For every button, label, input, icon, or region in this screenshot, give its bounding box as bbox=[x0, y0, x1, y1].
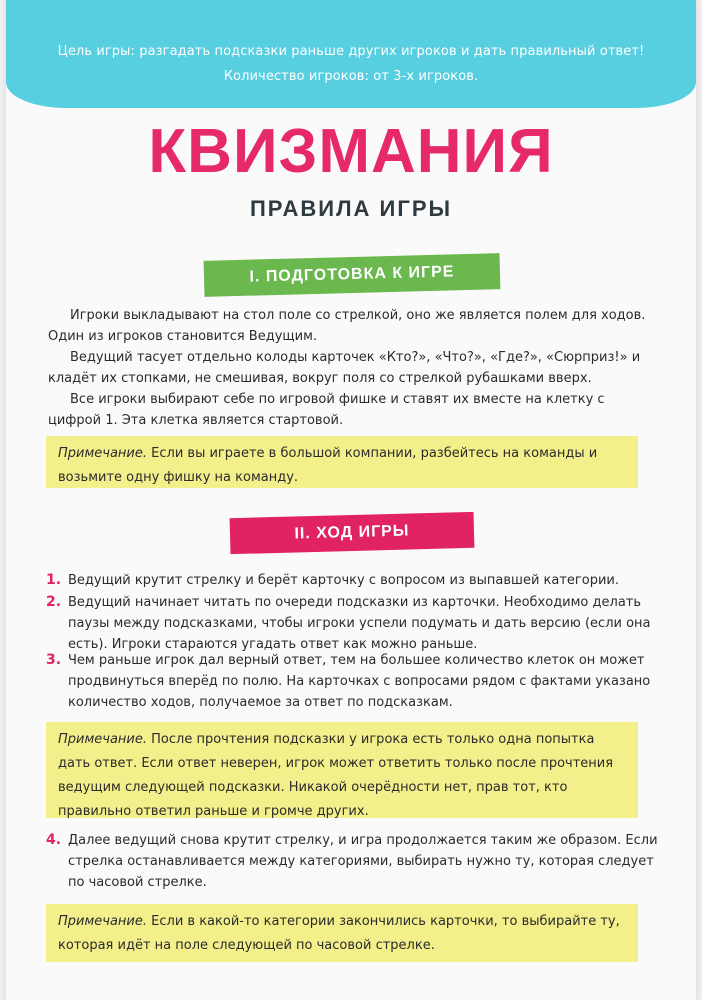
section-heading-gameplay: II. ХОД ИГРЫ bbox=[230, 512, 475, 554]
note-label: Примечание. bbox=[58, 914, 148, 929]
item-text: Чем раньше игрок дал верный ответ, тем на большее количество клеток он может продвинуться вперёд по полю. На карточках с вопросами рядом с фактами указано количество ходов, получаемое за ответ по подсказкам. bbox=[68, 653, 651, 710]
item-number: 3. bbox=[46, 652, 62, 668]
note-text: Если вы играете в большой компании, разбейтесь на команды и возьмите одну фишку на команду. bbox=[58, 446, 598, 485]
paragraph: Игроки выкладывают на стол поле со стрелкой, оно же является полем для ходов. Один из игроков становится Ведущим. bbox=[48, 308, 646, 344]
note-answer-rules bbox=[46, 722, 638, 818]
preparation-text bbox=[48, 305, 648, 431]
section-heading-preparation: I. ПОДГОТОВКА К ИГРЕ bbox=[204, 253, 501, 297]
note-label: Примечание. bbox=[58, 732, 148, 747]
note-label: Примечание. bbox=[58, 446, 148, 461]
item-number: 4. bbox=[46, 832, 62, 848]
header-band bbox=[6, 0, 696, 108]
list-item bbox=[46, 592, 658, 655]
item-number: 2. bbox=[46, 594, 62, 610]
game-title: КВИЗМАНИЯ bbox=[148, 117, 554, 186]
item-text: Ведущий начинает читать по очереди подсказки из карточки. Необходимо делать паузы между подсказками, чтобы игроки успели подумать и дать версию (если она есть). Игроки стараются угадать ответ как можно раньше. bbox=[68, 595, 651, 652]
list-item bbox=[46, 570, 658, 591]
note-teams bbox=[46, 436, 638, 488]
rules-sheet bbox=[6, 0, 696, 1000]
item-number: 1. bbox=[46, 572, 62, 588]
list-item bbox=[46, 650, 658, 713]
paragraph: Ведущий тасует отдельно колоды карточек «Кто?», «Что?», «Где?», «Сюрприз!» и кладёт их стопками, не смешивая, вокруг поля со стрелкой рубашками вверх. bbox=[48, 350, 641, 386]
note-text: После прочтения подсказки у игрока есть только одна попытка дать ответ. Если ответ неверен, игрок может ответить только после прочтения ведущим следующей подсказки. Никакой очерёдности нет, прав тот, кто правильно ответил раньше и громче других. bbox=[58, 732, 614, 819]
list-item bbox=[46, 830, 658, 893]
rules-subtitle: ПРАВИЛА ИГРЫ bbox=[249, 196, 453, 221]
note-empty-category bbox=[46, 904, 638, 962]
players-count-text: Количество игроков: от 3-х игроков. bbox=[223, 69, 479, 84]
note-text: Если в какой-то категории закончились карточки, то выбирайте ту, которая идёт на поле следующей по часовой стрелке. bbox=[58, 914, 620, 953]
item-text: Далее ведущий снова крутит стрелку, и игра продолжается таким же образом. Если стрелка останавливается между категориями, выбирать нужно ту, которая следует по часовой стрелке. bbox=[68, 833, 658, 890]
paragraph: Все игроки выбирают себе по игровой фишке и ставят их вместе на клетку с цифрой 1. Эта клетка является стартовой. bbox=[48, 392, 605, 428]
goal-text: Цель игры: разгадать подсказки раньше других игроков и дать правильный ответ! bbox=[57, 44, 645, 59]
item-text: Ведущий крутит стрелку и берёт карточку с вопросом из выпавшей категории. bbox=[68, 573, 619, 588]
